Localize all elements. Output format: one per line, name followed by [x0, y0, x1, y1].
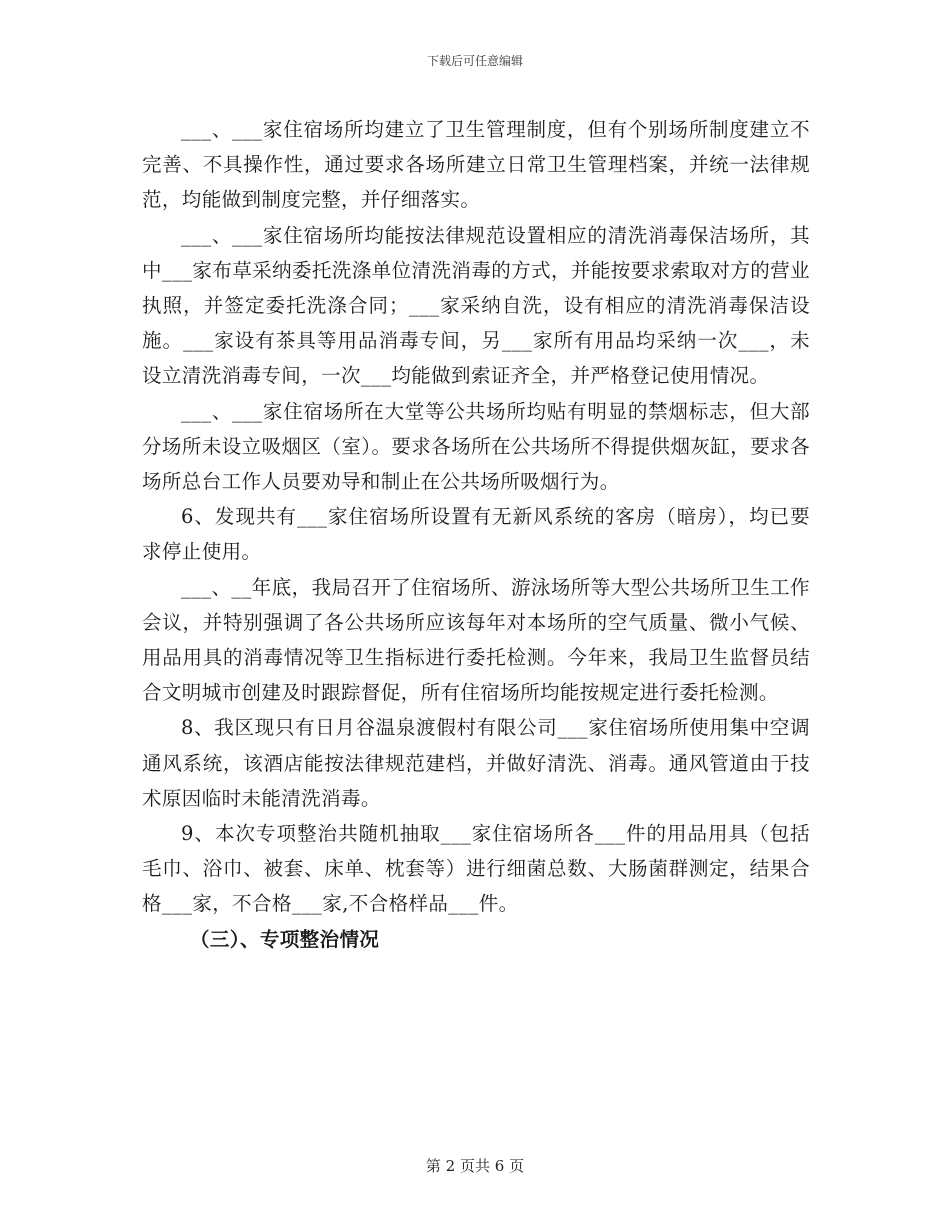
paragraph-2: ___、___家住宿场所均能按法律规范设置相应的清洗消毒保洁场所，其中___家布草采纳委托洗涤单位清洗消毒的方式，并能按要求索取对方的营业执照，并签定委托洗涤合同；___家采纳自洗，设有相应的清洗消毒保洁设施。___家设有茶具等用品消毒专间，另___家所有用品均采纳一次___，未设立清洗消毒专间，一次___均能做到索证齐全，并严格登记使用情况。 [142, 223, 810, 388]
document-body [142, 112, 810, 957]
paragraph-5: ___、__年底，我局召开了住宿场所、游泳场所等大型公共场所卫生工作会议，并特别强调了各公共场所应该每年对本场所的空气质量、微小气候、用品用具的消毒情况等卫生指标进行委托检测。今年来，我局卫生监督员结合文明城市创建及时跟踪督促，所有住宿场所均能按规定进行委托检测。 [142, 575, 810, 705]
paragraph-3: ___、___家住宿场所在大堂等公共场所均贴有明显的禁烟标志，但大部分场所未设立吸烟区（室）。要求各场所在公共场所不得提供烟灰缸，要求各场所总台工作人员要劝导和制止在公共场所吸烟行为。 [142, 399, 810, 494]
section-heading: （三）、专项整治情况 [190, 927, 380, 951]
page-header-note: 下载后可任意编辑 [426, 54, 523, 68]
paragraph-4: 6、发现共有___家住宿场所设置有无新风系统的客房（暗房），均已要求停止使用。 [142, 505, 810, 564]
paragraph-6: 8、我区现只有日月谷温泉渡假村有限公司___家住宿场所使用集中空调通风系统，该酒店能按法律规范建档，并做好清洗、消毒。通风管道由于技术原因临时未能清洗消毒。 [142, 716, 810, 810]
paragraph-7: 9、本次专项整治共随机抽取___家住宿场所各___件的用品用具（包括毛巾、浴巾、被套、床单、枕套等）进行细菌总数、大肠菌群测定，结果合格___家，不合格___家,不合格样品___件。 [142, 822, 810, 916]
page-number: 第 2 页共 6 页 [425, 1157, 525, 1175]
paragraph-1: ___、___家住宿场所均建立了卫生管理制度，但有个别场所制度建立不完善、不具操作性，通过要求各场所建立日常卫生管理档案，并统一法律规范，均能做到制度完整，并仔细落实。 [142, 118, 810, 212]
